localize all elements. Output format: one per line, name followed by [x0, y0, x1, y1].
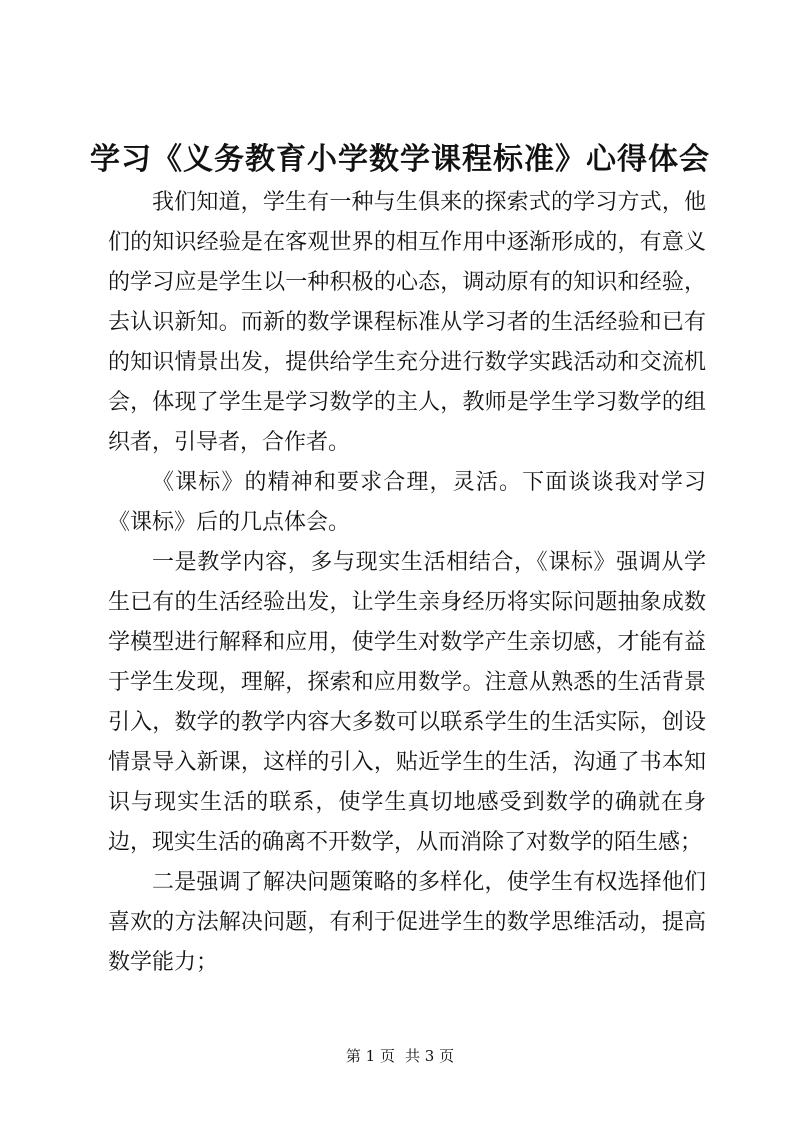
paragraph-3: 一是教学内容，多与现实生活相结合，《课标》强调从学生已有的生活经验出发，让学生亲身经历将实际问题抽象成数学模型进行解释和应用，使学生对数学产生亲切感，才能有益于学生发现，理解，探索和应用数学。注意从熟悉的生活背景引入，数学的教学内容大多数可以联系学生的生活实际，创设情景导入新课，这样的引入，贴近学生的生活，沟通了书本知识与现实生活的联系，使学生真切地感受到数学的确就在身边，现实生活的确离不开数学，从而消除了对数学的陌生感；	[108, 550, 706, 855]
document-body	[108, 183, 706, 983]
paragraph-4: 二是强调了解决问题策略的多样化，使学生有权选择他们喜欢的方法解决问题，有利于促进学生的数学思维活动，提高数学能力；	[108, 870, 706, 975]
page-total: 共 3 页	[405, 1047, 455, 1065]
paragraph-1: 我们知道，学生有一种与生俱来的探索式的学习方式，他们的知识经验是在客观世界的相互作用中逐渐形成的，有意义的学习应是学生以一种积极的心态，调动原有的知识和经验，去认识新知。而新的数学课程标准从学习者的生活经验和已有的知识情景出发，提供给学生充分进行数学实践活动和交流机会，体现了学生是学习数学的主人，教师是学生学习数学的组织者，引导者，合作者。	[108, 190, 706, 455]
page-number: 第 1 页	[345, 1047, 395, 1065]
paragraph-2: 《课标》的精神和要求合理，灵活。下面谈谈我对学习《课标》后的几点体会。	[108, 470, 706, 535]
page-footer	[0, 1046, 800, 1066]
document-title: 学习《义务教育小学数学课程标准》心得体会	[90, 142, 710, 177]
